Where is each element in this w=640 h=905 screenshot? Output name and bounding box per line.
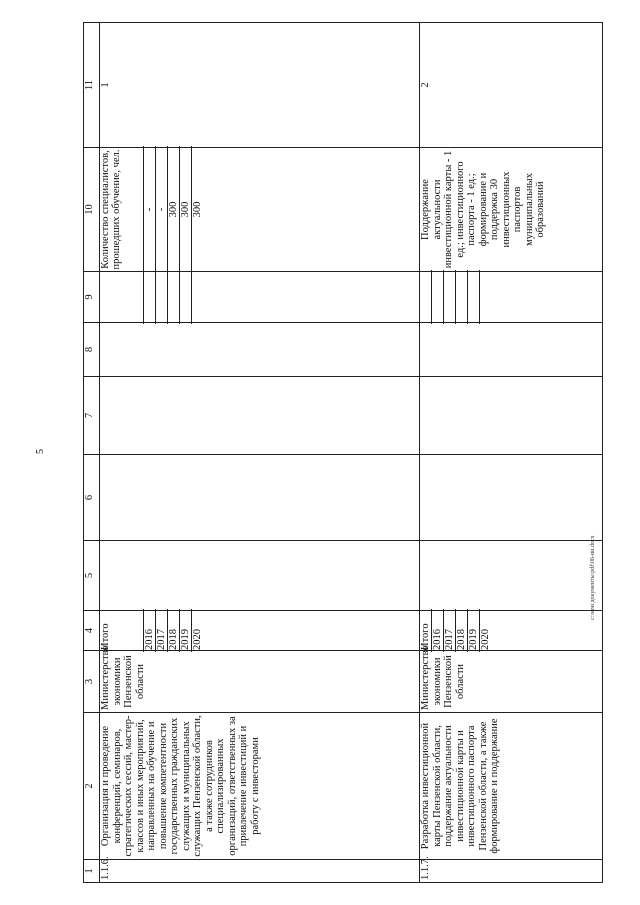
indicator-title: Количество специалистов, прошедших обучение, чел. [100, 149, 122, 270]
empty-cell [420, 377, 603, 455]
empty-cell [100, 272, 420, 323]
year-label: 2020 [191, 609, 203, 652]
header-col-9: 9 [84, 272, 100, 323]
footer-file-path: c:\мои документы\pdf\06-ин.docx [590, 535, 596, 620]
empty-cell [100, 323, 420, 377]
year-label: 2019 [179, 609, 191, 652]
empty-cell [100, 541, 420, 611]
year-label: Итого [100, 623, 111, 650]
header-col-2: 2 [84, 713, 100, 860]
indicator-cell [100, 148, 420, 272]
header-col-5: 5 [84, 541, 100, 611]
column-11-value: 1 [100, 23, 420, 148]
row-number: 1.1.6. [100, 860, 420, 883]
page-number: 5 [35, 449, 46, 454]
executor-name: Министерство экономики Пензенской области [100, 651, 420, 713]
header-col-6: 6 [84, 455, 100, 541]
year-label: 2019 [467, 609, 479, 652]
year-label: 2017 [155, 609, 167, 652]
executor-name: Министерство экономики Пензенской области [420, 651, 603, 713]
row-number: 1.1.7. [420, 860, 603, 883]
indicator-title: Поддержание актуальности инвестиционной карты - 1 ед.; инвестиционного паспорта - 1 ед.; формирование и поддержка 30 инвестиционных паспортов муниципальных образований [420, 148, 603, 272]
year-label: Итого [420, 623, 431, 650]
table-row [420, 23, 603, 883]
year-label: 2017 [443, 609, 455, 652]
year-label: 2020 [479, 609, 491, 652]
year-label: 2018 [455, 609, 467, 652]
column-11-value: 2 [420, 23, 603, 148]
indicator-value: 300 [191, 146, 203, 273]
activity-description: Организация и проведение конференций, семинаров, стратегических сессий, мастер-классов и иных мероприятий, направленных на обучение и повышение компетентности государственных гражданских служащих и муниципальных служащих Пензенской области, а также сотрудников специализированных организаций, ответственных за привлечение инвестиций и работу с инвесторами [100, 713, 420, 860]
header-col-1: 1 [84, 860, 100, 883]
table-header-row [84, 23, 100, 883]
years-cell [100, 611, 420, 651]
empty-cell [100, 377, 420, 455]
activity-description: Разработка инвестиционной карты Пензенской области, поддержание актуальности инвестиционной карты и инвестиционного паспорта Пензенской области, а также формирование и поддержание [420, 713, 603, 860]
empty-cell [420, 272, 603, 323]
header-col-11: 11 [84, 23, 100, 148]
indicator-value: - [143, 146, 155, 273]
rotated-table-container [83, 23, 603, 883]
year-label: 2016 [143, 609, 155, 652]
indicator-value: 300 [179, 146, 191, 273]
header-col-8: 8 [84, 323, 100, 377]
years-cell [420, 611, 603, 651]
header-col-7: 7 [84, 377, 100, 455]
empty-cell [420, 541, 603, 611]
indicator-value: - [155, 146, 167, 273]
indicator-value: 300 [167, 146, 179, 273]
empty-cell [420, 455, 603, 541]
program-activities-table [83, 22, 603, 883]
header-col-4: 4 [84, 611, 100, 651]
table-row [100, 23, 420, 883]
header-col-3: 3 [84, 651, 100, 713]
header-col-10: 10 [84, 148, 100, 272]
empty-cell [100, 455, 420, 541]
empty-cell [420, 323, 603, 377]
year-label: 2018 [167, 609, 179, 652]
year-label: 2016 [431, 609, 443, 652]
